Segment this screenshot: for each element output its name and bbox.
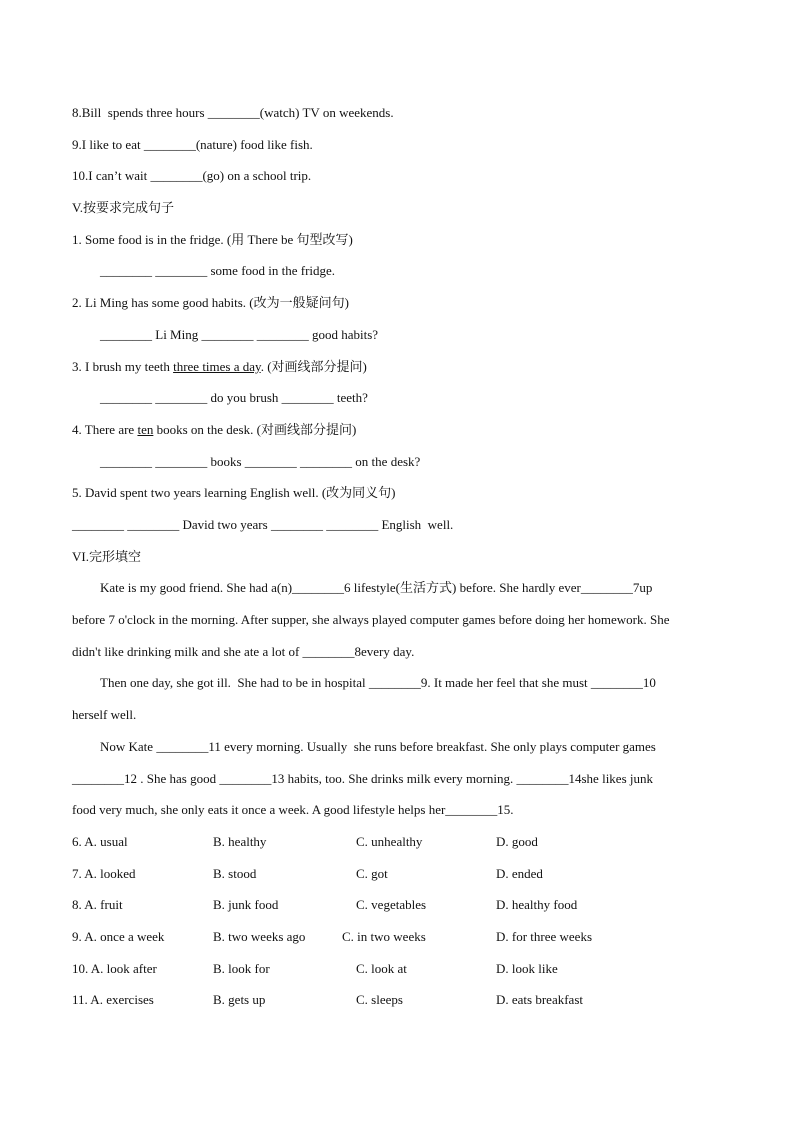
option-d: D. good	[496, 834, 538, 849]
sentence-4-text: 4. There are	[72, 422, 138, 437]
option-d: D. look like	[496, 961, 558, 976]
sentence-3-question	[72, 359, 367, 375]
option-c: C. sleeps	[356, 992, 403, 1007]
question-9: 9.I like to eat ________(nature) food like fish.	[72, 137, 313, 152]
cloze-paragraph-2-line-1: Then one day, she got ill. She had to be in hospital ________9. It made her feel that she must ________10	[100, 675, 656, 690]
sentence-1-question: 1. Some food is in the fridge. (用 There be 句型改写)	[72, 232, 353, 247]
sentence-4-instruction: books on the desk. (对画线部分提问)	[153, 422, 357, 437]
option-d: D. for three weeks	[496, 929, 593, 944]
cloze-paragraph-1-line-1: Kate is my good friend. She had a(n)________6 lifestyle(生活方式) before. She hardly ever________7up	[100, 580, 653, 595]
option-a: 10. A. look after	[72, 961, 157, 976]
sentence-1-answer: ________ ________ some food in the fridge.	[100, 263, 336, 278]
option-b: B. look for	[213, 961, 270, 976]
cloze-paragraph-3-line-1: Now Kate ________11 every morning. Usually she runs before breakfast. She only plays computer games	[100, 739, 656, 754]
sentence-4-answer: ________ ________ books ________ ________ on the desk?	[100, 454, 421, 469]
option-c: C. unhealthy	[356, 834, 423, 849]
sentence-4-question	[72, 422, 356, 438]
sentence-5-answer: ________ ________ David two years ________ ________ English well.	[72, 517, 454, 532]
option-b: B. healthy	[213, 834, 267, 849]
sentence-4-underlined: ten	[137, 422, 154, 437]
option-a: 8. A. fruit	[72, 897, 123, 912]
option-a: 7. A. looked	[72, 866, 136, 881]
question-10: 10.I can’t wait ________(go) on a school trip.	[72, 168, 312, 183]
option-a: 6. A. usual	[72, 834, 128, 849]
option-d: D. ended	[496, 866, 543, 881]
section-title-v: V.按要求完成句子	[72, 200, 174, 215]
option-d: D. healthy food	[496, 897, 578, 912]
sentence-3-answer: ________ ________ do you brush ________ teeth?	[100, 390, 368, 405]
sentence-3-instruction: . (对画线部分提问)	[260, 359, 367, 374]
sentence-3-text: 3. I brush my teeth	[72, 359, 174, 374]
option-c: C. in two weeks	[342, 929, 426, 944]
sentence-2-answer: ________ Li Ming ________ ________ good habits?	[100, 327, 379, 342]
sentence-2-question: 2. Li Ming has some good habits. (改为一般疑问句)	[72, 295, 349, 310]
sentence-3-underlined: three times a day	[173, 359, 261, 374]
cloze-paragraph-2-line-2: herself well.	[72, 707, 137, 722]
option-a: 11. A. exercises	[72, 992, 154, 1007]
option-a: 9. A. once a week	[72, 929, 165, 944]
option-b: B. junk food	[213, 897, 279, 912]
cloze-paragraph-1-line-3: didn't like drinking milk and she ate a lot of ________8every day.	[72, 644, 415, 659]
option-c: C. vegetables	[356, 897, 427, 912]
option-d: D. eats breakfast	[496, 992, 583, 1007]
option-c: C. got	[356, 866, 388, 881]
section-title-vi: VI.完形填空	[72, 549, 141, 564]
cloze-paragraph-3-line-2: ________12 . She has good ________13 habits, too. She drinks milk every morning. ________14she likes junk	[72, 771, 653, 786]
cloze-paragraph-1-line-2: before 7 o'clock in the morning. After supper, she always played computer games before doing her homework. She	[72, 612, 670, 627]
option-b: B. gets up	[213, 992, 266, 1007]
cloze-paragraph-3-line-3: food very much, she only eats it once a week. A good lifestyle helps her________15.	[72, 802, 514, 817]
question-8: 8.Bill spends three hours ________(watch) TV on weekends.	[72, 105, 394, 120]
sentence-5-question: 5. David spent two years learning English well. (改为同义句)	[72, 485, 396, 500]
option-b: B. two weeks ago	[213, 929, 306, 944]
option-b: B. stood	[213, 866, 257, 881]
option-c: C. look at	[356, 961, 407, 976]
